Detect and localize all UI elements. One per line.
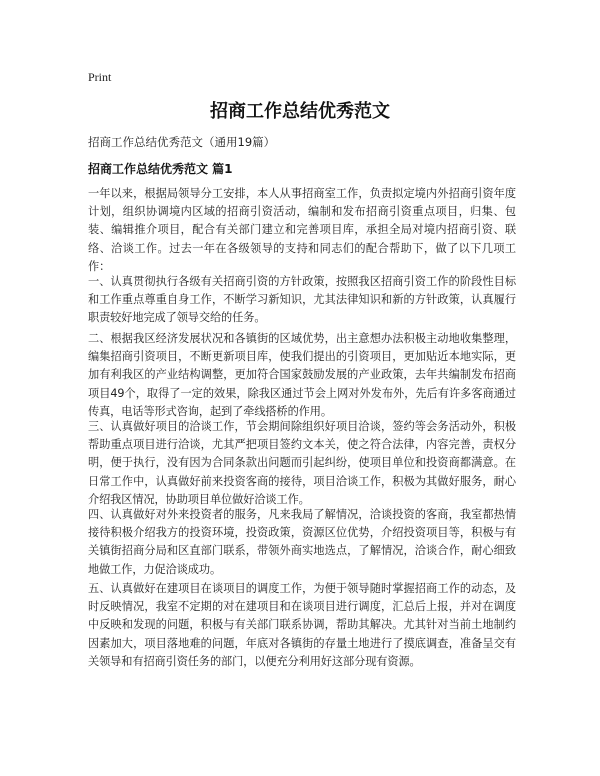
paragraph-intro: 一年以来，根据局领导分工安排，本人从事招商室工作，负责拟定境内外招商引资年度计划，组织协调境内区域的招商引资活动，编制和发布招商引资重点项目，归集、包装、编辑推介项目，配合有关部门建立和完善项目库，承担全局对境内招商引资、联络、洽谈工作。过去一年在各级领导的支持和同志们的配合帮助下，做了以下几项工作： — [88, 187, 516, 273]
page-title: 招商工作总结优秀范文 — [210, 101, 390, 122]
paragraph-item-2: 二、根据我区经济发展状况和各镇街的区域优势，出主意想办法积极主动地收集整理，编集招商引资项目，不断更新项目库，使我们提出的引资项目，更加贴近本地实际，更加有利我区的产业结构调整，更加符合国家鼓励发展的产业政策，去年共编制发布招商项目49个，取得了一定的效果，除我区通过节会上网对外发布外，先后有许多客商通过传真，电话等形式咨询，起到了牵线搭桥的作用。 — [88, 332, 516, 418]
paragraph-item-1: 一、认真贯彻执行各级有关招商引资的方针政策，按照我区招商引资工作的阶段性目标和工作重点尊重自身工作，不断学习新知识，尤其法律知识和新的方针政策，认真履行职责较好地完成了领导交给的任务。 — [88, 275, 516, 325]
print-link[interactable]: Print — [88, 70, 112, 84]
paragraph-item-3: 三、认真做好项目的洽谈工作，节会期间除组织好项目洽谈，签约等会务活动外，积极帮助重点项目进行洽谈，尤其严把项目签约文本关，使之符合法律，内容完善，责权分明，便于执行，没有因为合同条款出问题而引起纠纷，使项目单位和投资商都满意。在日常工作中，认真做好前来投资客商的接待，项目洽谈工作，积极为其做好服务，耐心介绍我区情况，协助项目单位做好洽谈工作。 — [88, 420, 516, 506]
paragraph-item-5: 五、认真做好在建项目在谈项目的调度工作，为便于领导随时掌握招商工作的动态，及时反映情况，我室不定期的对在建项目和在谈项目进行调度，汇总后上报，并对在调度中反映和发现的问题，积极与有关部门联系协调，帮助其解决。尤其针对当前土地制约因素加大，项目落地难的问题，年底对各镇街的存量土地进行了摸底调查，准备呈交有关领导和有招商引资任务的部门，以便充分利用好这部分现有资源。 — [88, 582, 516, 668]
document-subtitle: 招商工作总结优秀范文（通用19篇） — [88, 135, 276, 149]
paragraph-item-4: 四、认真做好对外来投资者的服务，凡来我局了解情况，洽谈投资的客商，我室都热情接待积极介绍我方的投资环境，投资政策，资源区位优势，介绍投资项目等，积极与有关镇街招商分局和区直部门联系，带领外商实地选点，了解情况，洽谈合作，耐心细致地做工作，力促洽谈成功。 — [88, 508, 516, 576]
section-heading: 招商工作总结优秀范文 篇1 — [88, 162, 233, 176]
